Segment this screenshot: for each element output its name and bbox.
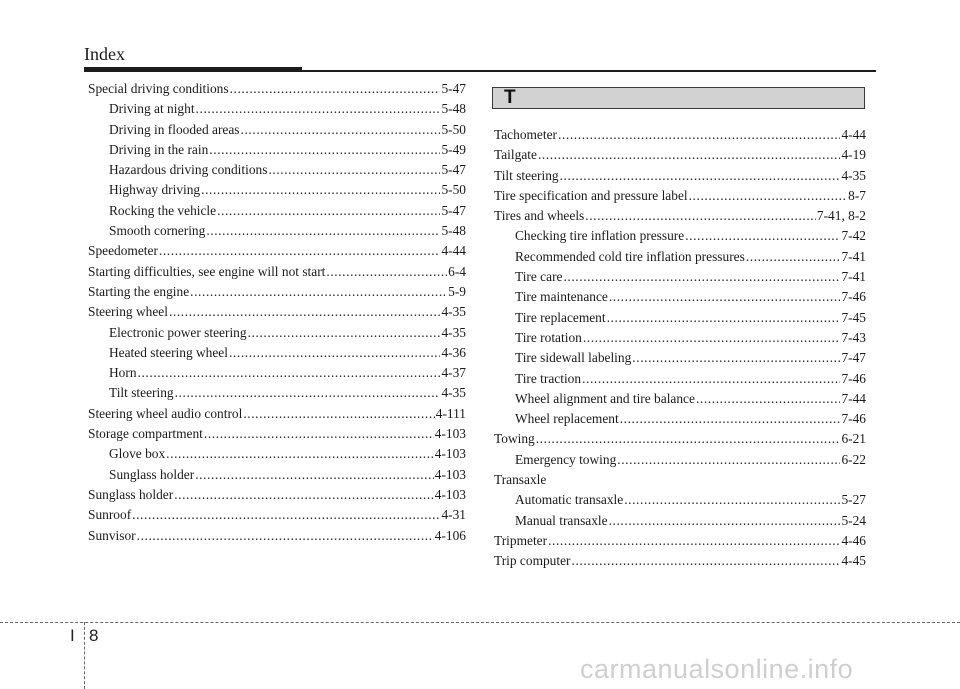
index-entry-term: Highway driving [109,182,201,198]
index-entry [494,553,866,573]
index-entry-leader [166,446,434,462]
index-entry-page: 7-46 [841,370,866,386]
index-entry-page: 4-44 [441,243,466,259]
index-entry [88,345,466,365]
index-entry-term: Trip computer [494,553,571,569]
index-entry-page: 4-35 [441,385,466,401]
index-entry-leader [536,431,841,447]
index-entry [88,304,466,324]
index-entry [88,203,466,223]
index-entry-page: 4-45 [841,553,866,569]
index-entry-leader [689,188,848,204]
index-entry-leader [241,122,441,138]
index-entry [494,228,866,248]
index-entry-term: Tripmeter [494,532,548,548]
index-entry [88,264,466,284]
index-entry [88,467,466,487]
page-header-title: Index [84,44,125,64]
index-entry [494,350,866,370]
index-entry-leader [201,182,440,198]
index-entry-leader [169,304,441,320]
index-entry-term: Wheel alignment and tire balance [515,390,695,406]
index-entry-leader [175,385,441,401]
index-entry [88,365,466,385]
index-entry-leader [585,208,816,224]
index-entry-leader [268,162,440,178]
index-entry-page: 4-103 [434,426,466,442]
index-entry [88,162,466,182]
index-entry-leader [609,513,841,529]
index-column-left [88,81,466,548]
index-entry [88,101,466,121]
index-entry [88,406,466,426]
header-rule-thin [84,70,876,72]
index-entry-leader [204,426,434,442]
index-entry-term: Automatic transaxle [515,492,624,508]
index-entry [494,289,866,309]
index-entry [88,122,466,142]
index-entry-leader [190,284,447,300]
index-entry-page: 4-106 [434,527,466,543]
index-entry-page: 4-103 [434,486,466,502]
index-entry-term: Emergency towing [515,451,617,467]
index-entry [494,147,866,167]
index-entry-term: Storage compartment [88,426,203,442]
index-entry [494,249,866,269]
index-entry-page: 7-45 [841,309,866,325]
index-entry-leader [685,228,840,244]
index-entry-term: Tachometer [494,127,558,142]
index-entry-page: 7-46 [841,411,866,427]
section-letter-box [492,87,865,109]
index-entry-term: Transaxle [494,472,547,488]
index-entry-page: 7-42 [841,228,866,244]
index-entry-page: 6-22 [841,451,866,467]
index-entry-leader [558,127,840,143]
index-entry-page: 4-44 [841,127,866,142]
index-entry [88,182,466,202]
index-entry-term: Steering wheel audio control [88,405,243,421]
index-entry [494,533,866,553]
index-entry-leader [624,492,840,508]
index-entry [494,188,866,208]
index-entry-page: 5-47 [441,162,466,178]
index-entry-term: Tire maintenance [515,289,608,305]
index-entry-page: 7-41 [841,248,866,264]
index-entry-term: Tilt steering [109,385,174,401]
index-entry-leader [195,467,434,483]
index-entry-leader [206,223,440,239]
index-entry [88,426,466,446]
index-entry-page: 4-35 [841,167,866,183]
index-entry-page: 7-44 [841,390,866,406]
index-entry-leader [209,142,440,158]
index-entry-page: 8-7 [848,187,866,203]
index-entry-term: Tire traction [515,370,582,386]
index-entry [494,492,866,512]
index-entry-page: 5-50 [441,182,466,198]
index-entry-page: 4-19 [841,147,866,163]
index-entry [494,330,866,350]
index-entry-term: Checking tire inflation pressure [515,228,685,244]
index-entry-page: 4-36 [441,344,466,360]
index-entry-page: 5-48 [441,223,466,239]
index-entry-term: Tire care [515,269,563,285]
index-entry-term: Steering wheel [88,304,168,320]
index-column-right [494,127,866,574]
index-entry [88,385,466,405]
index-entry-term: Sunglass holder [109,466,195,482]
index-entry-term: Tire rotation [515,329,582,345]
index-entry-term: Horn [109,365,137,381]
index-entry-page: 7-43 [841,329,866,345]
index-entry [494,269,866,289]
index-entry [494,127,866,147]
index-entry-page: 4-37 [441,365,466,381]
index-entry [494,472,866,492]
index-entry-page: 7-47 [841,350,866,366]
index-entry-leader [609,289,841,305]
index-entry-leader [607,310,841,326]
index-entry-page: 4-31 [441,507,466,523]
watermark: carmanualsonline.info [580,654,854,684]
index-entry-page: 5-24 [841,512,866,528]
index-entry [88,528,466,548]
index-entry-page: 5-47 [441,202,466,218]
index-entry-page: 5-48 [441,101,466,117]
index-entry-page: 7-41, 8-2 [816,208,866,224]
index-entry-term: Starting difficulties, see engine will not start [88,263,326,279]
index-entry-page: 4-35 [441,324,466,340]
index-entry [494,431,866,451]
section-letter: T [504,87,516,108]
index-entry-term: Special driving conditions [88,81,229,96]
index-entry-leader [617,452,840,468]
index-entry-term: Sunroof [88,507,132,523]
index-entry [494,513,866,533]
index-entry-leader [132,507,440,523]
index-entry-leader [138,365,441,381]
index-entry [494,411,866,431]
index-entry-term: Speedometer [88,243,158,259]
index-entry-leader [696,391,841,407]
index-entry-leader [563,269,840,285]
index-entry-page: 5-9 [448,283,466,299]
footer-dashed-line [0,622,960,623]
index-entry-page: 4-111 [435,405,466,421]
index-entry [88,142,466,162]
index-entry-leader [196,101,441,117]
index-entry-page: 4-103 [434,446,466,462]
index-entry-leader [583,330,841,346]
index-entry-term: Tire replacement [515,309,606,325]
index-entry-page: 6-21 [841,431,866,447]
index-entry-leader [248,325,441,341]
index-entry-term: Tire sidewall labeling [515,350,632,366]
index-entry-leader [560,168,841,184]
index-entry-page: 7-41 [841,269,866,285]
index-entry-term: Sunvisor [88,527,136,543]
index-entry-page: 5-50 [441,121,466,137]
index-entry [88,81,466,101]
index-entry-term: Rocking the vehicle [109,202,217,218]
index-entry-page: 5-27 [841,492,866,508]
index-entry-leader [620,411,841,427]
index-entry-term: Manual transaxle [515,512,608,528]
index-entry [88,446,466,466]
index-entry-term: Tires and wheels [494,208,585,224]
index-entry-term: Driving at night [109,101,195,117]
index-entry-leader [632,350,840,366]
index-entry-term: Starting the engine [88,283,190,299]
footer-page-number: 8 [89,626,99,645]
index-entry-leader [230,81,441,97]
index-entry [494,371,866,391]
footer-dashed-divider [84,622,85,689]
index-entry [88,507,466,527]
index-entry-term: Towing [494,431,535,447]
index-entry [494,208,866,228]
index-entry [494,391,866,411]
index-entry [88,223,466,243]
index-entry-leader [572,553,841,569]
index-entry-leader [326,264,447,280]
index-entry-leader [217,203,440,219]
index-entry-term: Driving in flooded areas [109,121,240,137]
index-entry [88,243,466,263]
index-entry [88,284,466,304]
index-entry-page: 5-49 [441,141,466,157]
index-entry-page: 4-46 [841,532,866,548]
index-entry-term: Smooth cornering [109,223,206,239]
index-entry-leader [159,243,441,259]
footer-section-label: I [70,626,75,645]
index-entry-leader [229,345,440,361]
index-entry-leader [582,371,840,387]
index-entry-leader [243,406,434,422]
index-entry-leader [548,533,840,549]
index-entry-leader [746,249,841,265]
index-entry-leader [137,528,434,544]
index-entry-leader [174,487,434,503]
index-entry-page: 6-4 [448,263,466,279]
index-entry-term: Tire specification and pressure label [494,187,688,203]
index-entry-term: Tailgate [494,147,537,163]
index-entry-page: 4-35 [441,304,466,320]
index-entry-term: Tilt steering [494,167,559,183]
index-entry [494,452,866,472]
index-entry-term: Electronic power steering [109,324,247,340]
index-entry-term: Wheel replacement [515,411,619,427]
index-entry [88,325,466,345]
index-entry-page: 7-46 [841,289,866,305]
index-entry-term: Recommended cold tire inflation pressures [515,248,745,264]
index-entry-page: 5-47 [441,81,466,96]
index-entry-page: 4-103 [434,466,466,482]
index-entry [494,168,866,188]
index-entry [88,487,466,507]
index-entry-term: Sunglass holder [88,486,174,502]
index-entry-term: Hazardous driving conditions [109,162,268,178]
index-entry [494,310,866,330]
index-entry-term: Glove box [109,446,166,462]
index-entry-term: Driving in the rain [109,141,209,157]
index-entry-leader [538,147,841,163]
index-entry-term: Heated steering wheel [109,344,228,360]
